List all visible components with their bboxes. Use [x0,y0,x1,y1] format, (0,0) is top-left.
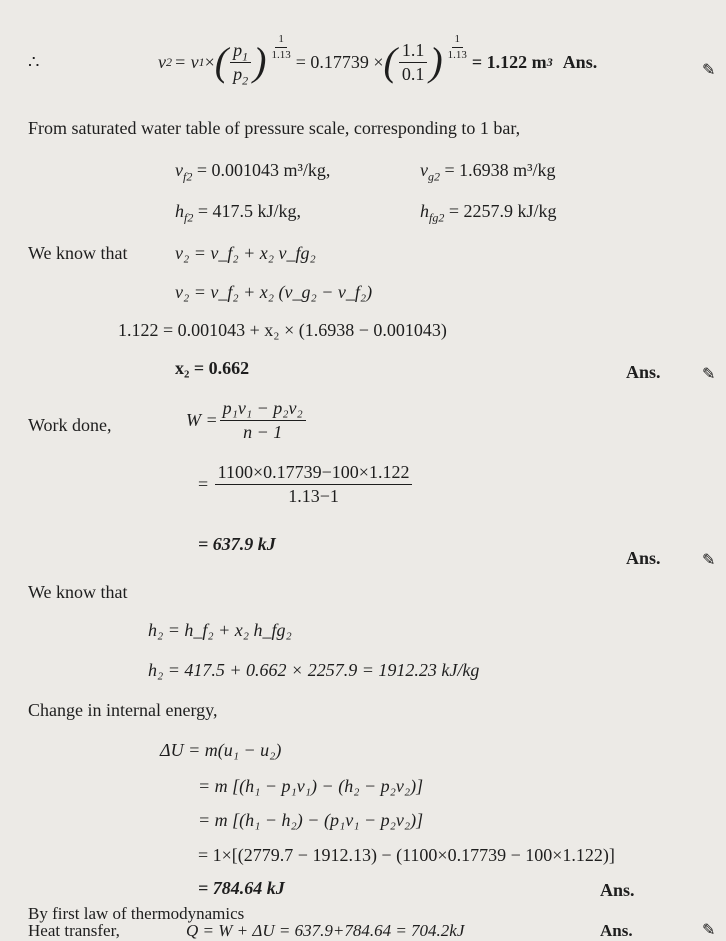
first-law-label: By first law of thermodynamics [28,904,245,923]
pen-mark-icon: ✎ [702,62,716,79]
work-formula: W = $\frac{\text{p₁v₁ − p₂v₂}}{n - 1}$ [186,398,308,442]
saturated-table-intro: From saturated water table of pressure scale, corresponding to 1 bar, [28,118,521,138]
vg2-value: $v_{g2} = 1.6938$ m³/kg [420,160,556,184]
delta-u-enthalpy-form: = m [(h₁ − p₁v₁) − (h₂ − p₂v₂)] [198,776,424,796]
pen-mark-icon: ✎ [702,366,716,383]
delta-u-definition: ΔU = m(u₁ − u₂) [160,740,282,760]
h2-quality-equation: h₂ = h_f₂ + x₂ h_fg₂ [148,620,292,640]
numeric-ratio-fraction: $\frac{1.1}{0.1}$ [399,40,428,84]
hf2-value: $h_{f2} = 417.5$ kJ/kg, [175,201,302,225]
delta-u-rearranged: = m [(h₁ − h₂) − (p₁v₁ − p₂v₂)] [198,810,424,830]
hfg2-value: $h_{fg2} = 2257.9$ kJ/kg [420,201,557,225]
exponent-fraction-2: $\frac{1}{1.13}$ [447,33,467,61]
vf2-value: $v_{f2} = 0.001043$ m³/kg, [175,160,331,184]
we-know-that-label-2: We know that [28,582,128,602]
work-done-label: Work done, [28,415,112,435]
pressure-ratio-fraction: $\frac{p_1}{p_2}$ [230,40,251,84]
internal-energy-label: Change in internal energy, [28,700,218,720]
exponent-fraction: $\frac{1}{1.13}$ [271,33,291,61]
answer-label: Ans. [626,362,661,382]
delta-u-substitution: = 1×[(2779.7 − 1912.13) − (1100×0.17739 − 100×1.122)] [198,845,615,865]
pen-mark-icon: ✎ [702,922,716,939]
v2-result: = 1.122 m [471,51,547,72]
pen-mark-icon: ✎ [702,552,716,569]
work-result: = 637.9 kJ [198,534,276,554]
therefore-symbol: ∴ [28,52,40,72]
we-know-that-label: We know that [28,243,128,263]
v2-expanded-equation: v₂ = v_f₂ + x₂ (v_g₂ − v_f₂) [175,282,373,302]
delta-u-result: = 784.64 kJ [198,878,285,898]
v2-expression: v 2 = v 1 × ( $\frac{p_1}{p_2}$ ) $\frac{1}{1.13}$ = 0.17739 × ( $\frac{1.1}{0.1}$ ) $\frac{1}{1.13}$ = 1.122 m 3 Ans. [158,33,598,88]
answer-label: Ans. [626,548,661,568]
answer-label: Ans. [600,921,633,940]
heat-transfer-label: Heat transfer, [28,921,120,940]
heat-transfer-equation: Q = W + ΔU = 637.9+784.64 = 704.2kJ [186,921,465,940]
work-substitution: = $\frac{1100\times 0.17739-100\times 1.122}{1.13-1}$ [198,462,414,506]
quality-result: x₂ = 0.662 [175,358,250,378]
v2-quality-equation: v₂ = v_f₂ + x₂ v_fg₂ [175,243,316,263]
quality-substitution: 1.122 = 0.001043 + x₂ × (1.6938 − 0.001043) [118,320,447,340]
h2-result: h₂ = 417.5 + 0.662 × 2257.9 = 1912.23 kJ/kg [148,660,480,680]
answer-label: Ans. [562,51,598,72]
answer-label: Ans. [600,880,635,900]
